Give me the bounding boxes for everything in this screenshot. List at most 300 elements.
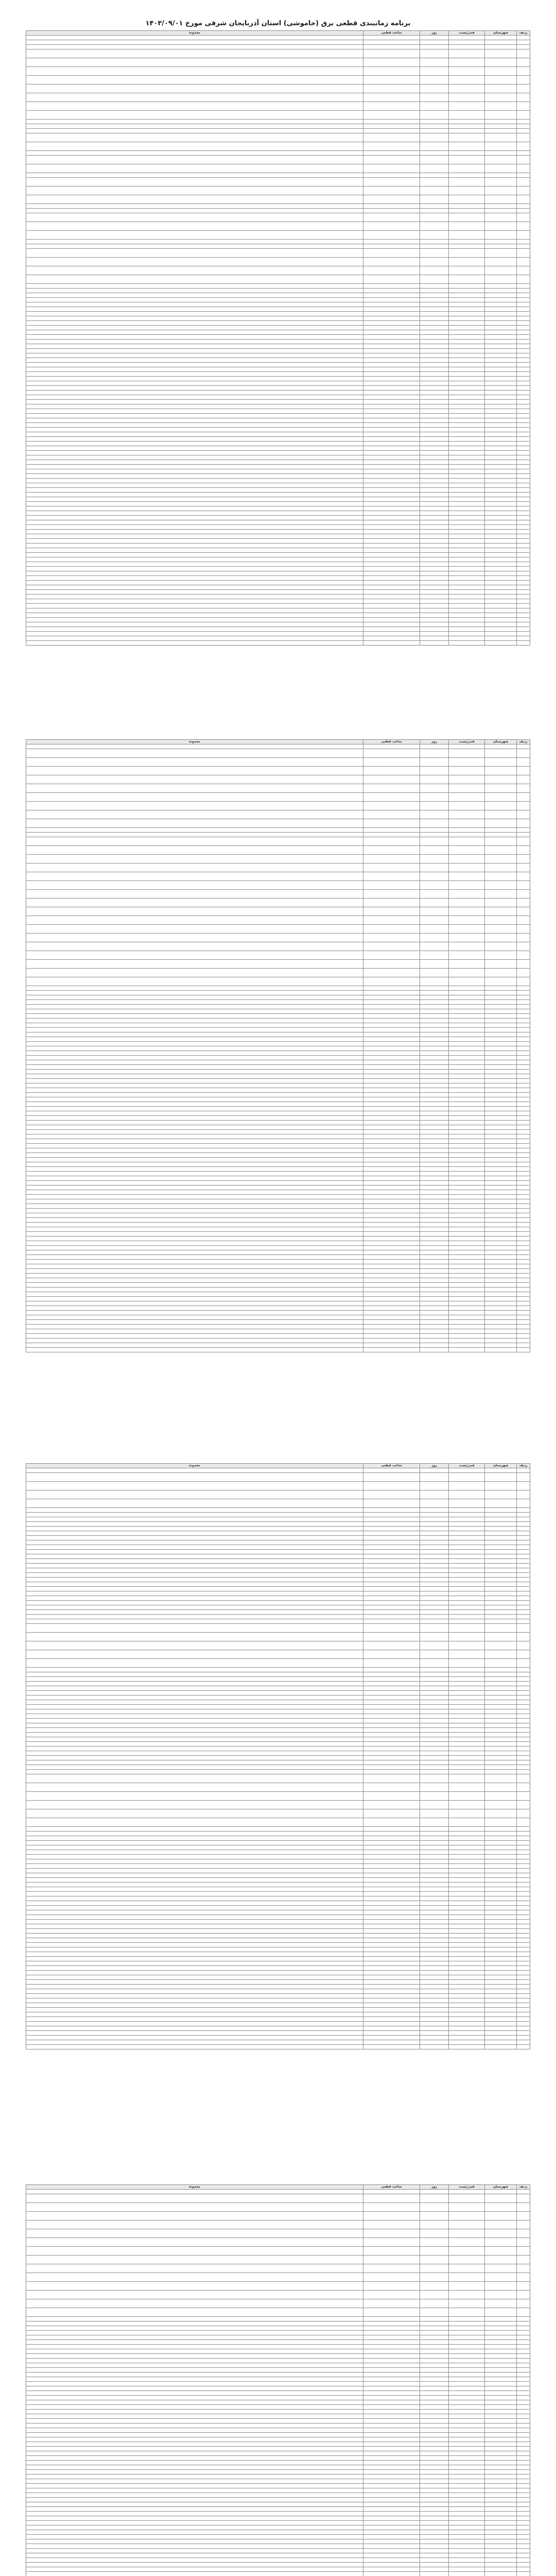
cell-city xyxy=(485,1850,517,1855)
cell-no xyxy=(517,1682,530,1686)
cell-no xyxy=(517,1167,530,1172)
cell-time xyxy=(363,1668,420,1672)
table-row xyxy=(26,1111,530,1116)
cell-time xyxy=(363,1185,420,1190)
cell-areas xyxy=(26,493,363,497)
cell-day xyxy=(420,1065,449,1070)
cell-substation xyxy=(449,1325,485,1329)
cell-city xyxy=(485,1827,517,1832)
cell-areas xyxy=(26,2008,363,2012)
cell-city xyxy=(485,2419,517,2424)
cell-no xyxy=(517,358,530,363)
cell-day xyxy=(420,1088,449,1093)
cell-time xyxy=(363,1162,420,1167)
cell-areas xyxy=(26,1998,363,2003)
cell-day xyxy=(420,437,449,442)
cell-time xyxy=(363,1591,420,1596)
cell-day xyxy=(420,1468,449,1473)
cell-day xyxy=(420,1994,449,1998)
cell-substation xyxy=(449,2229,485,2238)
cell-areas xyxy=(26,1540,363,1545)
table-row xyxy=(26,2433,530,2437)
cell-day xyxy=(420,960,449,969)
cell-areas xyxy=(26,1892,363,1896)
cell-day xyxy=(420,2221,449,2229)
table-row xyxy=(26,1260,530,1264)
cell-time xyxy=(363,925,420,934)
cell-day xyxy=(420,2433,449,2437)
cell-no xyxy=(517,312,530,316)
cell-substation xyxy=(449,1329,485,1334)
cell-substation xyxy=(449,446,485,451)
cell-areas xyxy=(26,810,363,819)
cell-time xyxy=(363,2535,420,2539)
cell-substation xyxy=(449,493,485,497)
table-row xyxy=(26,1139,530,1144)
cell-day xyxy=(420,1227,449,1232)
table-row xyxy=(26,151,530,156)
cell-city xyxy=(485,213,517,222)
cell-time xyxy=(363,562,420,567)
cell-day xyxy=(420,377,449,381)
cell-day xyxy=(420,497,449,502)
cell-time xyxy=(363,872,420,881)
table-row xyxy=(26,1116,530,1121)
cell-time xyxy=(363,2335,420,2340)
cell-areas xyxy=(26,1677,363,1682)
cell-time xyxy=(363,2326,420,2331)
cell-time xyxy=(363,2308,420,2317)
cell-day xyxy=(420,608,449,613)
cell-time xyxy=(363,1246,420,1250)
cell-areas xyxy=(26,258,363,266)
cell-areas xyxy=(26,1065,363,1070)
cell-day xyxy=(420,1223,449,1227)
table-row xyxy=(26,302,530,307)
cell-areas xyxy=(26,1696,363,1700)
cell-city xyxy=(485,231,517,240)
table-row xyxy=(26,244,530,249)
cell-day xyxy=(420,1148,449,1153)
table-row xyxy=(26,2382,530,2386)
cell-substation xyxy=(449,2544,485,2549)
cell-day xyxy=(420,2470,449,2475)
cell-day xyxy=(420,2382,449,2386)
cell-areas xyxy=(26,1236,363,1241)
table-row xyxy=(26,1601,530,1605)
cell-areas xyxy=(26,502,363,506)
table-row xyxy=(26,1855,530,1859)
cell-time xyxy=(363,2040,420,2045)
cell-city xyxy=(485,758,517,767)
cell-areas xyxy=(26,2396,363,2400)
cell-substation xyxy=(449,1190,485,1195)
cell-day xyxy=(420,1490,449,1499)
cell-city xyxy=(485,2451,517,2456)
table-row xyxy=(26,1760,530,1765)
cell-areas xyxy=(26,1691,363,1696)
cell-no xyxy=(517,395,530,400)
cell-city xyxy=(485,1093,517,1097)
cell-city xyxy=(485,2475,517,2479)
table-row xyxy=(26,414,530,418)
cell-substation xyxy=(449,1531,485,1536)
cell-day xyxy=(420,284,449,289)
cell-no xyxy=(517,1760,530,1765)
cell-substation xyxy=(449,1709,485,1714)
cell-time xyxy=(363,1601,420,1605)
cell-substation xyxy=(449,2194,485,2203)
cell-time xyxy=(363,595,420,599)
cell-substation xyxy=(449,618,485,622)
cell-day xyxy=(420,1172,449,1176)
cell-city xyxy=(485,571,517,576)
cell-time xyxy=(363,1111,420,1116)
cell-no xyxy=(517,2368,530,2372)
cell-city xyxy=(485,1980,517,1985)
cell-no xyxy=(517,784,530,793)
cell-no xyxy=(517,120,530,124)
cell-city xyxy=(485,58,517,67)
table-row xyxy=(26,539,530,544)
cell-areas xyxy=(26,204,363,209)
table-row xyxy=(26,1818,530,1827)
cell-day xyxy=(420,1158,449,1162)
cell-time xyxy=(363,1910,420,1915)
cell-no xyxy=(517,1046,530,1051)
cell-no xyxy=(517,2530,530,2535)
table-header-row xyxy=(26,31,530,36)
cell-substation xyxy=(449,1591,485,1596)
cell-areas xyxy=(26,231,363,240)
cell-city xyxy=(485,1924,517,1929)
table-row xyxy=(26,2012,530,2017)
table-row xyxy=(26,2572,530,2576)
cell-time xyxy=(363,1892,420,1896)
cell-no xyxy=(517,400,530,404)
table-row xyxy=(26,567,530,571)
cell-day xyxy=(420,1605,449,1610)
cell-no xyxy=(517,934,530,942)
table-row xyxy=(26,129,530,133)
cell-substation xyxy=(449,1116,485,1121)
cell-substation xyxy=(449,1827,485,1832)
cell-no xyxy=(517,2549,530,2553)
cell-no xyxy=(517,36,530,40)
cell-areas xyxy=(26,995,363,1000)
cell-substation xyxy=(449,1260,485,1264)
cell-no xyxy=(517,833,530,837)
cell-time xyxy=(363,1980,420,1985)
cell-substation xyxy=(449,1490,485,1499)
cell-day xyxy=(420,2456,449,2461)
cell-areas xyxy=(26,312,363,316)
cell-no xyxy=(517,1952,530,1957)
cell-time xyxy=(363,784,420,793)
cell-no xyxy=(517,1705,530,1709)
cell-day xyxy=(420,330,449,335)
cell-no xyxy=(517,455,530,460)
cell-areas xyxy=(26,1074,363,1079)
cell-no xyxy=(517,1568,530,1573)
table-row xyxy=(26,622,530,627)
cell-day xyxy=(420,1292,449,1297)
cell-city xyxy=(485,1167,517,1172)
cell-no xyxy=(517,2190,530,2194)
cell-day xyxy=(420,1709,449,1714)
table-row xyxy=(26,1325,530,1329)
table-row xyxy=(26,1765,530,1770)
cell-substation xyxy=(449,1723,485,1728)
cell-time xyxy=(363,321,420,326)
cell-areas xyxy=(26,58,363,67)
cell-substation xyxy=(449,632,485,636)
cell-areas xyxy=(26,1943,363,1947)
cell-city xyxy=(485,428,517,432)
cell-areas xyxy=(26,2256,363,2264)
cell-city xyxy=(485,2391,517,2396)
cell-time xyxy=(363,1046,420,1051)
cell-areas xyxy=(26,986,363,991)
cell-city xyxy=(485,627,517,632)
cell-time xyxy=(363,240,420,244)
cell-areas xyxy=(26,977,363,986)
cell-no xyxy=(517,1116,530,1121)
cell-no xyxy=(517,1172,530,1176)
table-row xyxy=(26,340,530,344)
cell-substation xyxy=(449,1719,485,1723)
table-row xyxy=(26,409,530,414)
cell-areas xyxy=(26,93,363,102)
cell-no xyxy=(517,2359,530,2363)
table-row xyxy=(26,1624,530,1633)
cell-no xyxy=(517,386,530,391)
cell-areas xyxy=(26,1550,363,1554)
cell-city xyxy=(485,2359,517,2363)
cell-substation xyxy=(449,40,485,45)
cell-substation xyxy=(449,534,485,539)
cell-day xyxy=(420,2544,449,2549)
cell-no xyxy=(517,1573,530,1578)
cell-no xyxy=(517,321,530,326)
cell-areas xyxy=(26,164,363,173)
cell-city xyxy=(485,1121,517,1125)
cell-time xyxy=(363,775,420,784)
cell-city xyxy=(485,1975,517,1980)
cell-city xyxy=(485,1019,517,1023)
cell-city xyxy=(485,2026,517,2031)
cell-city xyxy=(485,1320,517,1325)
cell-day xyxy=(420,1074,449,1079)
cell-no xyxy=(517,446,530,451)
cell-areas xyxy=(26,340,363,344)
cell-day xyxy=(420,1770,449,1774)
cell-substation xyxy=(449,1297,485,1301)
cell-no xyxy=(517,1920,530,1924)
cell-substation xyxy=(449,1910,485,1915)
cell-time xyxy=(363,266,420,275)
cell-substation xyxy=(449,2539,485,2544)
cell-no xyxy=(517,2493,530,2498)
cell-day xyxy=(420,1079,449,1083)
cell-time xyxy=(363,400,420,404)
cell-no xyxy=(517,1287,530,1292)
cell-substation xyxy=(449,414,485,418)
cell-day xyxy=(420,819,449,828)
cell-no xyxy=(517,828,530,833)
cell-areas xyxy=(26,1756,363,1760)
cell-substation xyxy=(449,544,485,548)
cell-areas xyxy=(26,1850,363,1855)
cell-day xyxy=(420,1760,449,1765)
cell-time xyxy=(363,1841,420,1845)
cell-substation xyxy=(449,1610,485,1615)
cell-time xyxy=(363,511,420,516)
cell-substation xyxy=(449,1301,485,1306)
cell-no xyxy=(517,1260,530,1264)
cell-no xyxy=(517,1153,530,1158)
header-areas: محدوده xyxy=(26,1464,363,1468)
cell-day xyxy=(420,2400,449,2405)
cell-substation xyxy=(449,469,485,474)
cell-city xyxy=(485,2479,517,2484)
table-row xyxy=(26,312,530,316)
cell-substation xyxy=(449,1947,485,1952)
cell-city xyxy=(485,1756,517,1760)
cell-no xyxy=(517,1929,530,1934)
cell-areas xyxy=(26,1499,363,1508)
cell-no xyxy=(517,381,530,386)
cell-areas xyxy=(26,428,363,432)
cell-city xyxy=(485,1994,517,1998)
cell-day xyxy=(420,1859,449,1864)
cell-substation xyxy=(449,1269,485,1274)
table-row xyxy=(26,1961,530,1966)
cell-city xyxy=(485,1250,517,1255)
cell-substation xyxy=(449,2299,485,2308)
cell-day xyxy=(420,1032,449,1037)
cell-time xyxy=(363,1536,420,1540)
cell-substation xyxy=(449,1756,485,1760)
cell-time xyxy=(363,2345,420,2349)
cell-substation xyxy=(449,340,485,344)
cell-day xyxy=(420,2410,449,2414)
cell-substation xyxy=(449,2456,485,2461)
table-row xyxy=(26,1250,530,1255)
cell-areas xyxy=(26,1274,363,1278)
cell-substation xyxy=(449,2442,485,2447)
table-row xyxy=(26,1158,530,1162)
cell-substation xyxy=(449,622,485,627)
cell-substation xyxy=(449,312,485,316)
cell-substation xyxy=(449,775,485,784)
cell-city xyxy=(485,465,517,469)
table-row xyxy=(26,2045,530,2049)
cell-day xyxy=(420,488,449,493)
cell-day xyxy=(420,1246,449,1250)
cell-areas xyxy=(26,1181,363,1185)
cell-time xyxy=(363,2022,420,2026)
cell-day xyxy=(420,231,449,240)
table-row xyxy=(26,1306,530,1311)
table-row xyxy=(26,2484,530,2488)
cell-day xyxy=(420,1601,449,1605)
table-row xyxy=(26,1508,530,1513)
cell-city xyxy=(485,1046,517,1051)
cell-city xyxy=(485,1619,517,1624)
cell-time xyxy=(363,2012,420,2017)
table-row xyxy=(26,1751,530,1756)
cell-substation xyxy=(449,636,485,641)
cell-substation xyxy=(449,156,485,164)
cell-time xyxy=(363,525,420,530)
cell-day xyxy=(420,1924,449,1929)
cell-time xyxy=(363,539,420,544)
cell-areas xyxy=(26,1490,363,1499)
cell-time xyxy=(363,151,420,156)
cell-city xyxy=(485,1554,517,1559)
cell-city xyxy=(485,1241,517,1246)
cell-areas xyxy=(26,604,363,608)
cell-substation xyxy=(449,404,485,409)
cell-areas xyxy=(26,1278,363,1283)
cell-no xyxy=(517,942,530,951)
cell-areas xyxy=(26,474,363,479)
cell-day xyxy=(420,335,449,340)
cell-time xyxy=(363,1338,420,1343)
cell-substation xyxy=(449,1855,485,1859)
cell-substation xyxy=(449,2414,485,2419)
cell-city xyxy=(485,1545,517,1550)
cell-day xyxy=(420,1737,449,1742)
cell-time xyxy=(363,1223,420,1227)
cell-city xyxy=(485,1952,517,1957)
cell-day xyxy=(420,2022,449,2026)
cell-areas xyxy=(26,2194,363,2203)
cell-time xyxy=(363,2008,420,2012)
cell-no xyxy=(517,1111,530,1116)
cell-no xyxy=(517,2194,530,2203)
table-row xyxy=(26,1947,530,1952)
header-areas: محدوده xyxy=(26,740,363,744)
table-row xyxy=(26,1896,530,1901)
cell-areas xyxy=(26,1088,363,1093)
table-row xyxy=(26,335,530,340)
cell-substation xyxy=(449,1083,485,1088)
table-row xyxy=(26,1677,530,1682)
cell-day xyxy=(420,2549,449,2553)
table-row xyxy=(26,2377,530,2382)
cell-substation xyxy=(449,418,485,423)
cell-day xyxy=(420,2521,449,2526)
cell-areas xyxy=(26,465,363,469)
cell-no xyxy=(517,1250,530,1255)
cell-time xyxy=(363,1578,420,1582)
cell-city xyxy=(485,1582,517,1587)
cell-no xyxy=(517,1060,530,1065)
cell-city xyxy=(485,2488,517,2493)
cell-areas xyxy=(26,1957,363,1961)
cell-substation xyxy=(449,1176,485,1181)
cell-no xyxy=(517,1125,530,1130)
cell-day xyxy=(420,1774,449,1783)
cell-areas xyxy=(26,1827,363,1832)
header-city: شهرستان xyxy=(485,740,517,744)
cell-city xyxy=(485,942,517,951)
table-row xyxy=(26,2190,530,2194)
cell-areas xyxy=(26,2530,363,2535)
table-row xyxy=(26,497,530,502)
